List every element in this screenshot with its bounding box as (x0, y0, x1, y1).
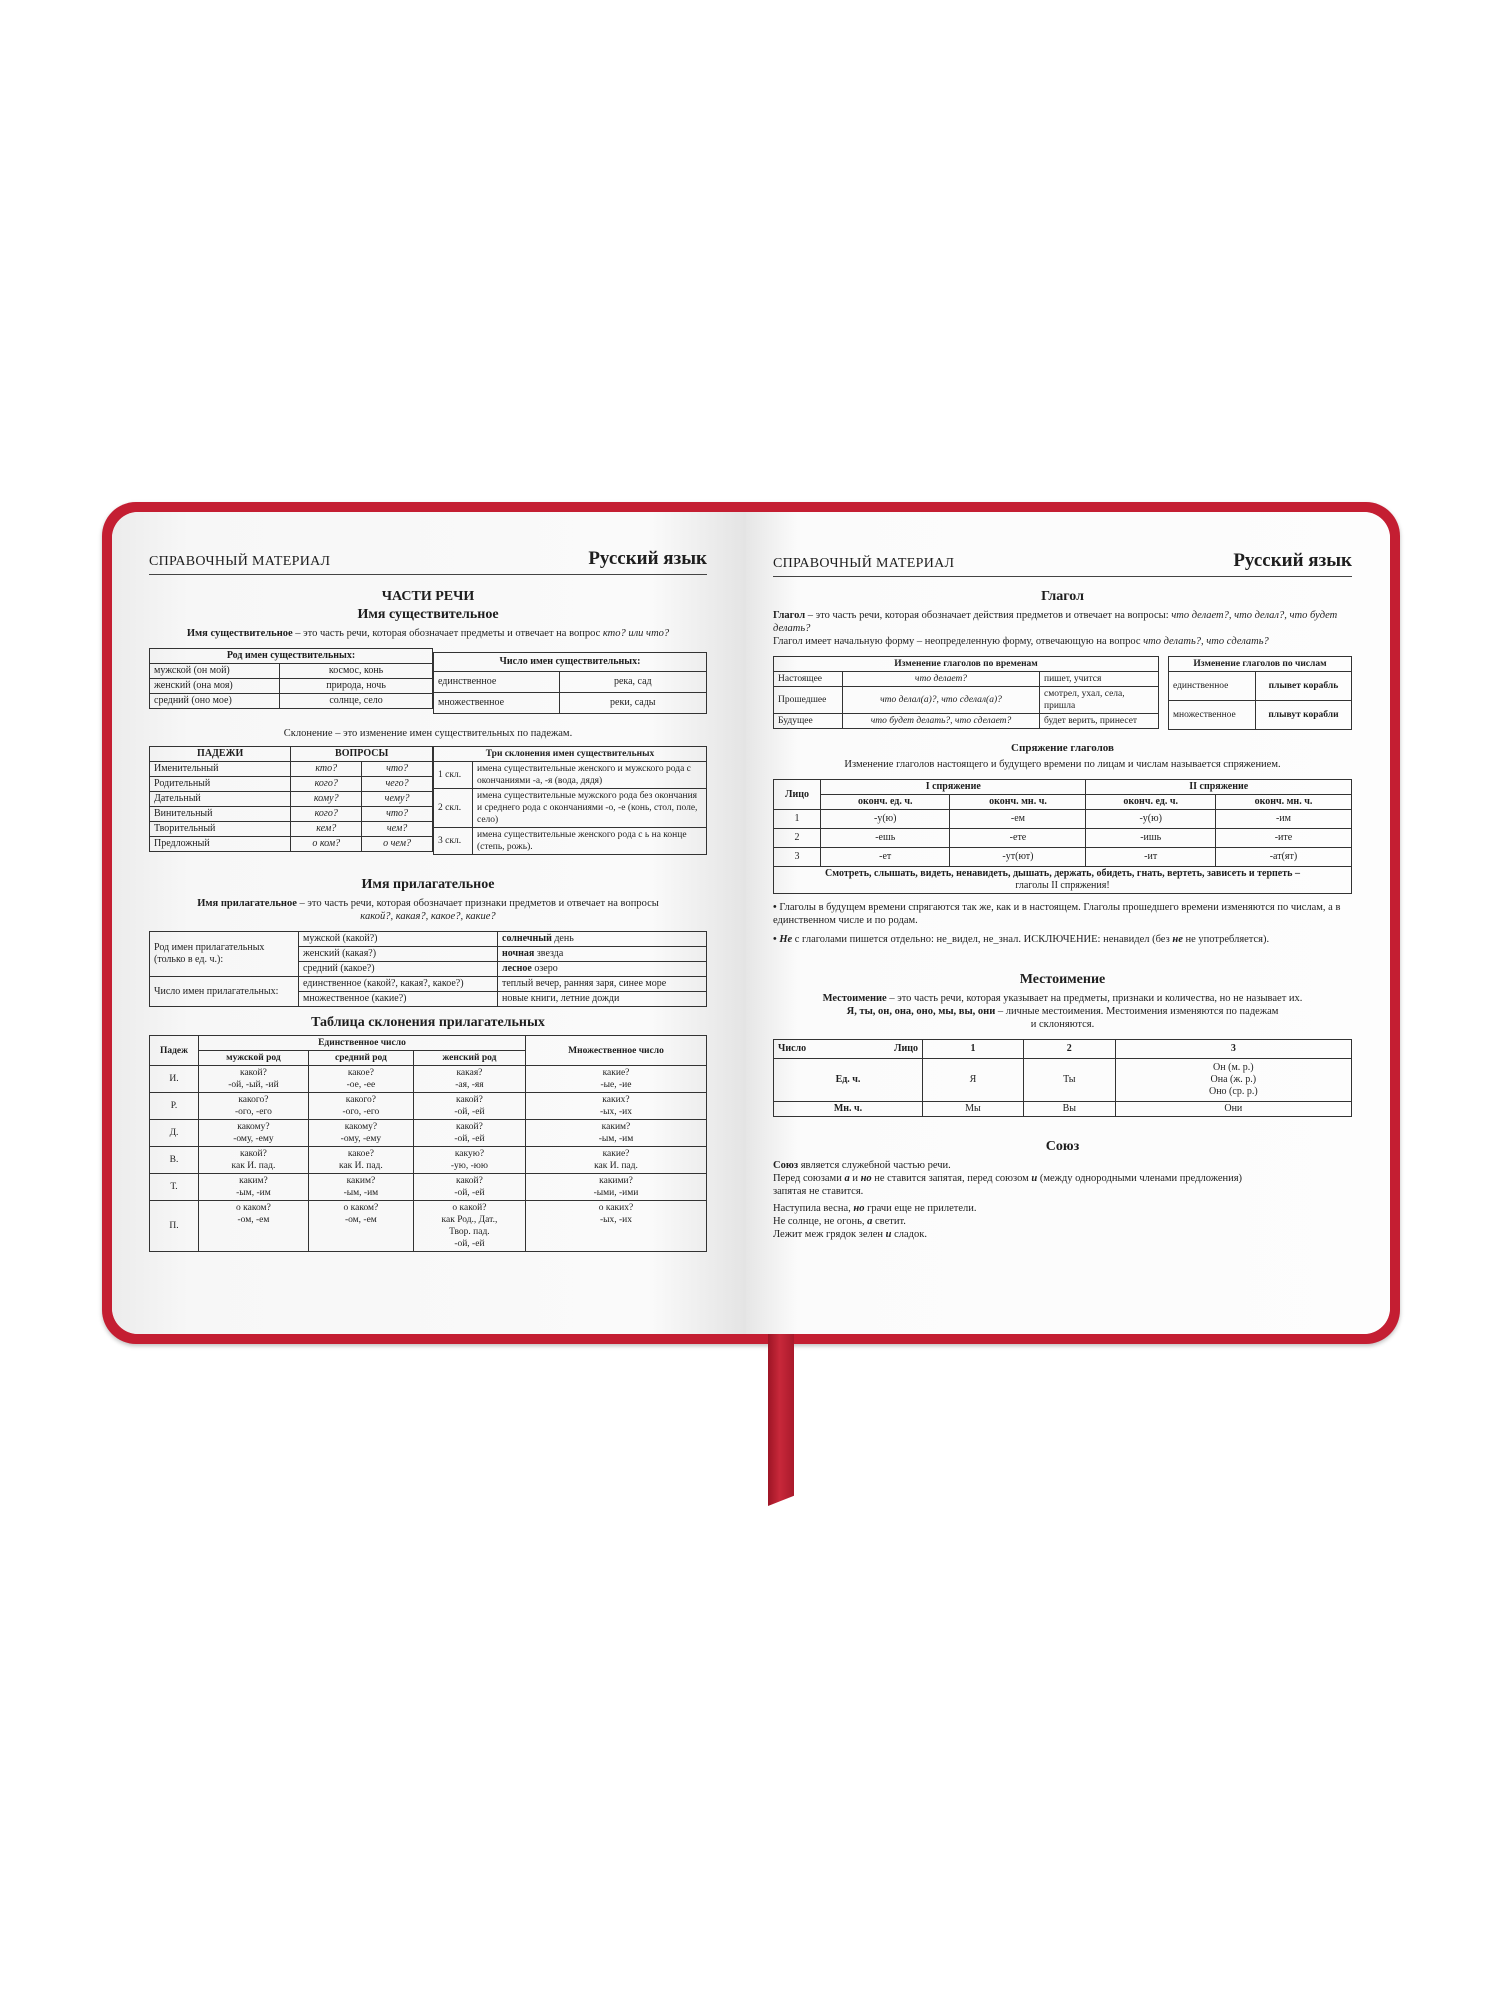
table-row: Д. какому? -ому, -ему какому? -ому, -ему какой? -ой, -ей каким? -ым, -им (150, 1120, 707, 1147)
table-row: 2 скл. имена существительные мужского рода без окончания и среднего рода с окончаниями -о, -е (конь, стол, поле, село) (434, 789, 707, 828)
open-spread (112, 512, 1390, 1334)
subject-title: Русский язык (1233, 550, 1352, 571)
verb-note-ne: • Не с глаголами пишется отдельно: не_видел, не_знал. ИСКЛЮЧЕНИЕ: ненавидел (без не не употребляется). (773, 933, 1352, 946)
table-row: Ед. ч. Я Ты Он (м. р.) Она (ж. р.) Оно (ср. р.) (774, 1059, 1352, 1102)
table-row: 2 -ешь -ете -ишь -ите (774, 829, 1352, 848)
noun-gender-table: Род имен существительных: мужской (он мой) космос, конь женский (она моя) природа, ночь средний (оно мое) солнце, село (149, 648, 433, 709)
table-row: множественное реки, сады (434, 693, 707, 714)
union-example-3: Лежит меж грядок зелен и сладок. (773, 1229, 927, 1240)
right-page (746, 512, 1390, 1334)
table-row: П. о каком? -ом, -ем о каком? -ом, -ем о какой? как Род., Дат., Твор. пад. -ой, -ей о каких? -ых, -их (150, 1201, 707, 1252)
page-header (773, 550, 1352, 577)
noun-number-table: Число имен существительных: единственное река, сад множественное реки, сады (433, 652, 707, 714)
table-row: И. какой? -ой, -ый, -ий какое? -ое, -ее какая? -ая, -яя какие? -ые, -ие (150, 1066, 707, 1093)
adjective-declension-title: Таблица склонения прилагательных (311, 1015, 545, 1030)
table-row: множественное (какие?) новые книги, летние дожди (150, 992, 707, 1007)
table-row: Настоящее что делает? пишет, учится (774, 672, 1159, 687)
table-row: Творительный кем? чем? (150, 822, 433, 837)
noun-definition: Имя существительное – это часть речи, которая обозначает предметы и отвечает на вопрос кто? или что? (186, 628, 670, 639)
verb-definition: Глагол – это часть речи, которая обозначает действия предметов и отвечает на вопросы: что делает?, что делал?, что будет делать? (773, 610, 1338, 634)
table-row: В. какой? как И. пад. какое? как И. пад. какую? -ую, -юю какие? как И. пад. (150, 1147, 707, 1174)
adjective-title: Имя прилагательное (361, 877, 495, 892)
table-row: Винительный кого? что? (150, 807, 433, 822)
table-row: единственное плывет корабль (1169, 672, 1352, 701)
verb-initial-form: Глагол имеет начальную форму – неопределенную форму, отвечающую на вопрос что делать?, что сделать? (773, 636, 1269, 647)
table-row: Род имен прилагательных (только в ед. ч.): мужской (какой?) солнечный день (150, 932, 707, 947)
pronoun-definition: Местоимение – это часть речи, которая указывает на предметы, признаки и количества, но не называет их. Я, ты, он, она, оно, мы, вы, они – личные местоимения. Местоимения изменяются по падежам и склоняются. (822, 993, 1303, 1030)
page-header (149, 548, 707, 575)
declension-definition: Склонение – это изменение имен существительных по падежам. (283, 728, 573, 739)
adjective-gender-number-table (149, 931, 707, 1007)
table-row: Прошедшее что делал(а)?, что сделал(а)? смотрел, ухал, села, пришла (774, 687, 1159, 714)
adjective-declension-table: Падеж Единственное число Множественное число мужской род средний род женский род И. какой? -ой, -ый, -ий какое? -ое, -ее какая? -ая, -яя какие? -ые, -ие Р. какого? -ого, -его какого? -ого, -его какой? -ой, -ей каких? -ых, -их Д. какому? -ому, -ему какому? -ому, -ему какой? -ой, -ей каким? -ым, -им В. какой? как И. пад. какое? как И. пад. какую? -ую, -юю какие? как И. пад. Т. каким? -ым, -им каким? -ым, -им какой? -ой, -ей какими? -ыми, -ими П. о каком? -ом, -ем о каком? -ом, -ем о какой? как Род., Дат., Твор. пад. -ой, -ей о каких? -ых, -их (149, 1035, 707, 1252)
table-row: средний (оно мое) солнце, село (150, 694, 433, 709)
table-row: множественное плывут корабли (1169, 701, 1352, 730)
adjective-definition: Имя прилагательное – это часть речи, которая обозначает признаки предметов и отвечает на вопросы какой?, какая?, какое?, какие? (197, 898, 659, 922)
table-row: единственное река, сад (434, 672, 707, 693)
table-row: Родительный кого? чего? (150, 777, 433, 792)
conjugation-definition: Изменение глаголов настоящего и будущего времени по лицам и числам называется спряжением. (844, 759, 1281, 770)
cases-table: ПАДЕЖИ ВОПРОСЫ Именительный кто? что? Родительный кого? чего? Дательный кому? чему? Винительный кого? что? Творительный кем? чем? Предложный о ком? о чем? (149, 746, 433, 852)
table-row: 3 скл. имена существительные женского рода с ь на конце (степь, рожь). (434, 828, 707, 855)
table-row: Именительный кто? что? (150, 762, 433, 777)
section-title: ЧАСТИ РЕЧИ (381, 589, 475, 604)
table-row: Смотреть, слышать, видеть, ненавидеть, дышать, держать, обидеть, гнать, вертеть, зависеть и терпеть – глаголы II спряжения! (774, 867, 1352, 894)
left-page (112, 512, 746, 1334)
table-row: 1 -у(ю) -ем -у(ю) -им (774, 810, 1352, 829)
union-definition: Союз является служебной частью речи. (773, 1160, 951, 1171)
table-row: средний (какое?) лесное озеро (150, 962, 707, 977)
verb-note-future: • Глаголы в будущем времени спрягаются так же, как и в настоящем. Глаголы прошедшего времени изменяются по числам, а в единственном числе и по родам. (773, 901, 1352, 927)
table-row: 1 скл. имена существительные женского и мужского рода с окончаниями -а, -я (вода, дядя) (434, 762, 707, 789)
table-row: женский (какая?) ночная звезда (150, 947, 707, 962)
union-example-2: Не солнце, не огонь, а светит. (773, 1216, 906, 1227)
table-row: мужской (он мой) космос, конь (150, 664, 433, 679)
verb-number-table: Изменение глаголов по числам единственное плывет корабль множественное плывут корабли (1168, 656, 1352, 730)
conjugation-table: Лицо I спряжение II спряжение оконч. ед. ч. оконч. мн. ч. оконч. ед. ч. оконч. мн. ч. 1 -у(ю) -ем -у(ю) -им 2 -ешь -ете -ишь -ите 3 -ет -ут(ют) -ит -ат(ят) Смотреть, слышать, видеть, ненавидеть, дышать, держать, обидеть, гнать, вертеть, зависеть и терпеть – глаголы II спряжения! (773, 779, 1352, 894)
reference-label: СПРАВОЧНЫЙ МАТЕРИАЛ (773, 556, 955, 571)
table-row: Т. каким? -ым, -им каким? -ым, -им какой? -ой, -ей какими? -ыми, -ими (150, 1174, 707, 1201)
pronoun-table: Число Лицо 1 2 3 Ед. ч. Я Ты Он (м. р.) Она (ж. р.) Оно (ср. р.) Мн. ч. Мы Вы Они (773, 1039, 1352, 1117)
noun-title: Имя существительное (357, 607, 499, 622)
table-row: Дательный кому? чему? (150, 792, 433, 807)
union-example-1: Наступила весна, но грачи еще не прилетели. (773, 1203, 977, 1214)
subject-title: Русский язык (588, 548, 707, 569)
table-row: Мн. ч. Мы Вы Они (774, 1102, 1352, 1117)
table-row: Предложный о ком? о чем? (150, 837, 433, 852)
union-rule: Перед союзами а и но не ставится запятая, перед союзом и (между однородными членами предложения) запятая не ставится. (773, 1173, 1243, 1197)
table-row: Будущее что будет делать?, что сделает? будет верить, принесет (774, 714, 1159, 729)
reference-label: СПРАВОЧНЫЙ МАТЕРИАЛ (149, 554, 331, 569)
verb-title: Глагол (1041, 589, 1084, 604)
union-title: Союз (1045, 1139, 1080, 1154)
conjugation-title: Спряжение глаголов (1011, 742, 1114, 754)
table-row: 3 -ет -ут(ют) -ит -ат(ят) (774, 848, 1352, 867)
pronoun-title: Местоимение (1019, 972, 1106, 987)
table-row: Число имен прилагательных: единственное (какой?, какая?, какое?) теплый вечер, ранняя заря, синее море (150, 977, 707, 992)
three-declensions-table: Три склонения имен существительных 1 скл. имена существительные женского и мужского рода с окончаниями -а, -я (вода, дядя) 2 скл. имена существительные мужского рода без окончания и среднего рода с окончаниями -о, -е (конь, стол, поле, село) 3 скл. имена существительные женского рода с ь на конце (степь, рожь). (433, 746, 707, 855)
table-row: женский (она моя) природа, ночь (150, 679, 433, 694)
verb-tense-table: Изменение глаголов по временам Настоящее что делает? пишет, учится Прошедшее что делал(а)?, что сделал(а)? смотрел, ухал, села, пришла Будущее что будет делать?, что сделает? будет верить, принесет (773, 656, 1159, 729)
table-row: Р. какого? -ого, -его какого? -ого, -его какой? -ой, -ей каких? -ых, -их (150, 1093, 707, 1120)
